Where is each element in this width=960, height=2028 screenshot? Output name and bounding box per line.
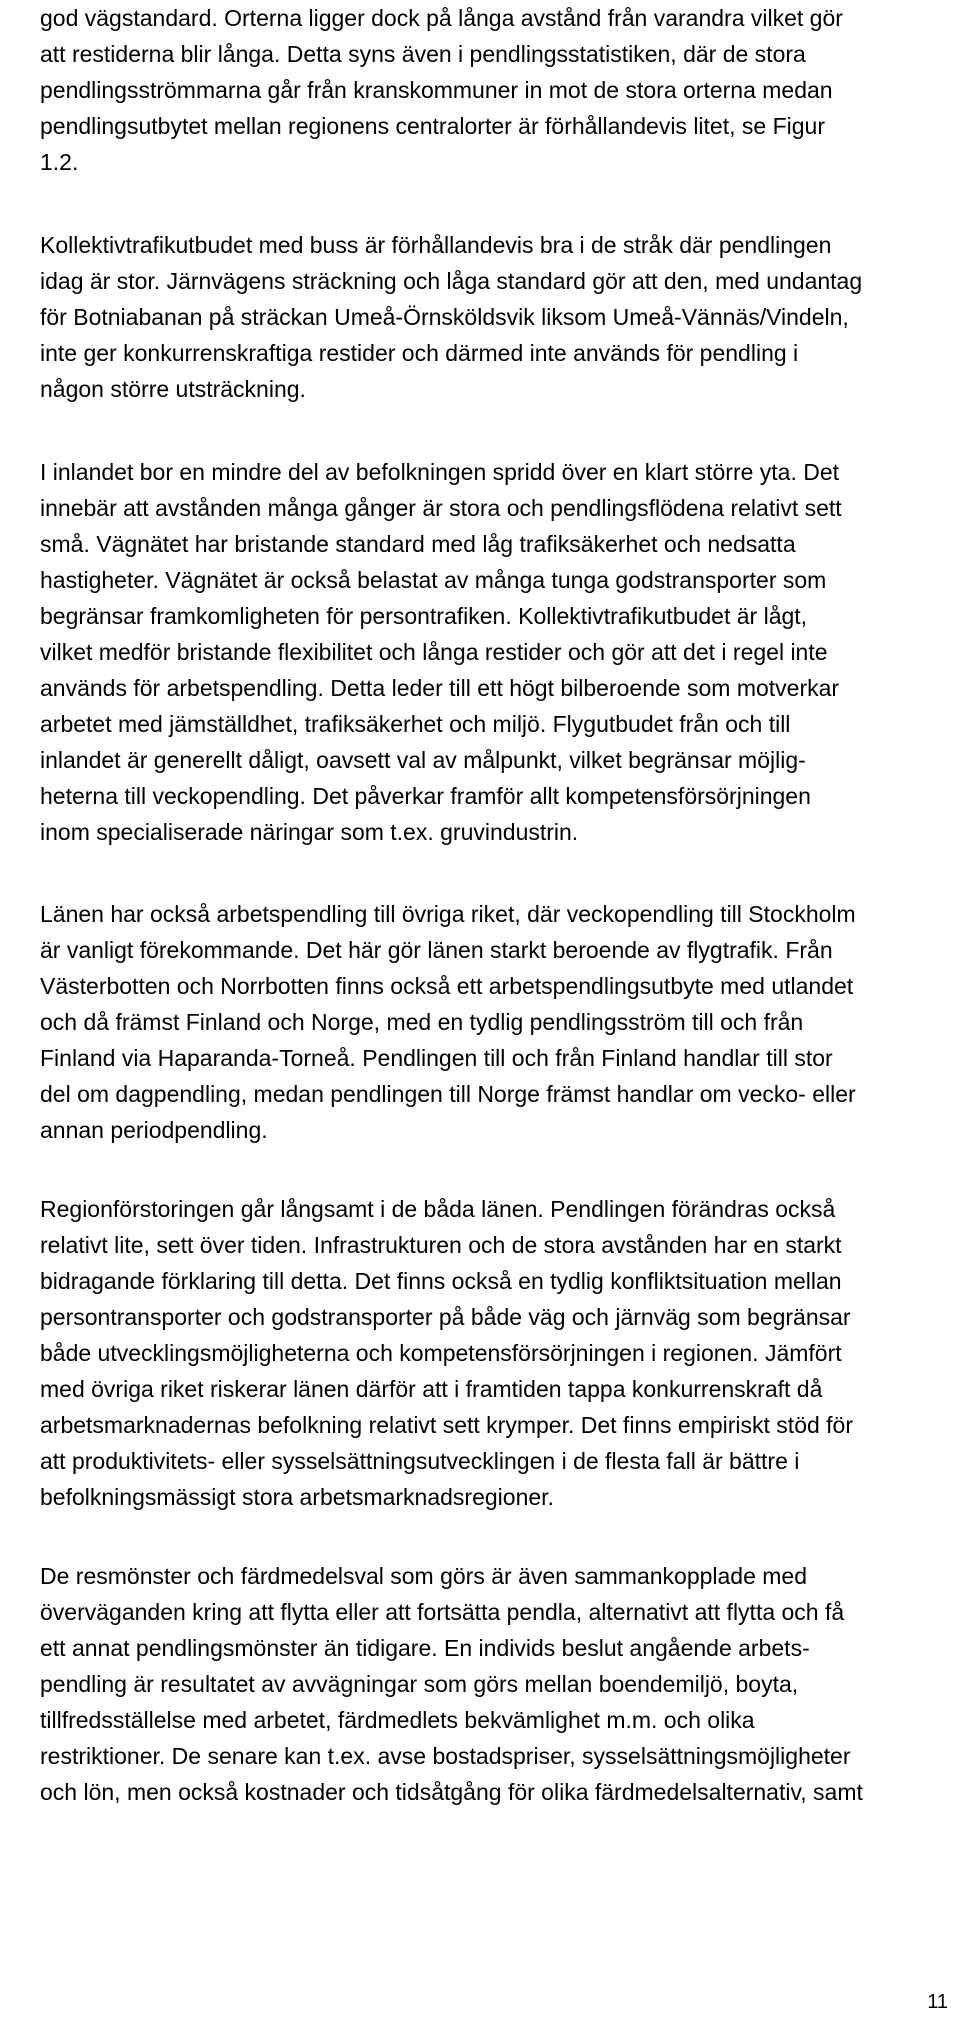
text-line: tillfredsställelse med arbetet, färdmedlets bekvämlighet m.m. och olika	[40, 1707, 755, 1733]
text-line: inlandet är generellt dåligt, oavsett val av målpunkt, vilket begränsar möjlig-	[40, 747, 806, 773]
text-line: arbetet med jämställdhet, trafiksäkerhet och miljö. Flygutbudet från och till	[40, 711, 791, 737]
paragraph-travel-patterns	[40, 1558, 960, 1810]
text-line: hastigheter. Vägnätet är också belastat av många tunga godstransporter som	[40, 567, 827, 593]
text-line: Regionförstoringen går långsamt i de båda länen. Pendlingen förändras också	[40, 1196, 836, 1222]
paragraph-regional-travel	[40, 0, 960, 180]
paragraph-external-commuting	[40, 896, 960, 1148]
text-line: del om dagpendling, medan pendlingen till Norge främst handlar om vecko- eller	[40, 1081, 856, 1107]
text-line: De resmönster och färdmedelsval som görs är även sammankopplade med	[40, 1563, 808, 1589]
text-line: små. Vägnätet har bristande standard med låg trafiksäkerhet och nedsatta	[40, 531, 796, 557]
text-line: att restiderna blir långa. Detta syns även i pendlingsstatistiken, där de stora	[40, 41, 806, 67]
paragraph-inland	[40, 454, 960, 850]
text-line: inte ger konkurrenskraftiga restider och därmed inte används för pendling i	[40, 340, 799, 366]
text-line: relativt lite, sett över tiden. Infrastrukturen och de stora avstånden har en starkt	[40, 1232, 842, 1258]
text-line: och då främst Finland och Norge, med en tydlig pendlingsström till och från	[40, 1009, 804, 1035]
text-line: 1.2.	[40, 149, 79, 175]
text-line: pendlingsströmmarna går från kranskommuner in mot de stora orterna medan	[40, 77, 833, 103]
text-line: pendlingsutbytet mellan regionens centralorter är förhållandevis litet, se Figur	[40, 113, 825, 139]
text-line: innebär att avstånden många gånger är stora och pendlingsflödena relativt sett	[40, 495, 842, 521]
text-line: I inlandet bor en mindre del av befolkningen spridd över en klart större yta. Det	[40, 459, 840, 485]
text-line: Länen har också arbetspendling till övriga riket, där veckopendling till Stockholm	[40, 901, 856, 927]
text-line: någon större utsträckning.	[40, 376, 306, 402]
text-line: att produktivitets- eller sysselsättningsutvecklingen i de flesta fall är bättre i	[40, 1448, 800, 1474]
text-line: är vanligt förekommande. Det här gör länen starkt beroende av flygtrafik. Från	[40, 937, 833, 963]
text-line: används för arbetspendling. Detta leder till ett högt bilberoende som motverkar	[40, 675, 840, 701]
text-line: restriktioner. De senare kan t.ex. avse bostadspriser, sysselsättningsmöjligheter	[40, 1743, 851, 1769]
text-line: bidragande förklaring till detta. Det finns också en tydlig konfliktsituation mellan	[40, 1268, 842, 1294]
text-line: arbetsmarknadernas befolkning relativt sett krymper. Det finns empiriskt stöd för	[40, 1412, 854, 1438]
text-line: inom specialiserade näringar som t.ex. gruvindustrin.	[40, 819, 579, 845]
text-line: både utvecklingsmöjligheterna och kompetensförsörjningen i regionen. Jämfört	[40, 1340, 842, 1366]
page-number: 11	[927, 1991, 948, 2013]
text-line: överväganden kring att flytta eller att fortsätta pendla, alternativt att flytta och få	[40, 1599, 845, 1625]
text-line: vilket medför bristande flexibilitet och långa restider och gör att det i regel inte	[40, 639, 828, 665]
text-line: Västerbotten och Norrbotten finns också ett arbetspendlingsutbyte med utlandet	[40, 973, 854, 999]
text-line: persontransporter och godstransporter på både väg och järnväg som begränsar	[40, 1304, 851, 1330]
text-line: heterna till veckopendling. Det påverkar framför allt kompetensförsörjningen	[40, 783, 811, 809]
text-line: begränsar framkomligheten för persontrafiken. Kollektivtrafikutbudet är lågt,	[40, 603, 808, 629]
text-line: pendling är resultatet av avvägningar som görs mellan boendemiljö, boyta,	[40, 1671, 799, 1697]
text-line: idag är stor. Järnvägens sträckning och låga standard gör att den, med undantag	[40, 268, 863, 294]
text-line: Finland via Haparanda-Torneå. Pendlingen till och från Finland handlar till stor	[40, 1045, 833, 1071]
text-line: befolkningsmässigt stora arbetsmarknadsregioner.	[40, 1484, 554, 1510]
paragraph-public-transport	[40, 227, 960, 407]
text-line: för Botniabanan på sträckan Umeå-Örnsköldsvik liksom Umeå-Vännäs/Vindeln,	[40, 304, 849, 330]
text-line: ett annat pendlingsmönster än tidigare. En individs beslut angående arbets-	[40, 1635, 810, 1661]
text-line: med övriga riket riskerar länen därför att i framtiden tappa konkurrenskraft då	[40, 1376, 823, 1402]
paragraph-region-enlargement	[40, 1191, 960, 1515]
text-line: Kollektivtrafikutbudet med buss är förhållandevis bra i de stråk där pendlingen	[40, 232, 832, 258]
text-line: och lön, men också kostnader och tidsåtgång för olika färdmedelsalternativ, samt	[40, 1779, 863, 1805]
text-line: god vägstandard. Orterna ligger dock på långa avstånd från varandra vilket gör	[40, 5, 843, 31]
text-line: annan periodpendling.	[40, 1117, 268, 1143]
